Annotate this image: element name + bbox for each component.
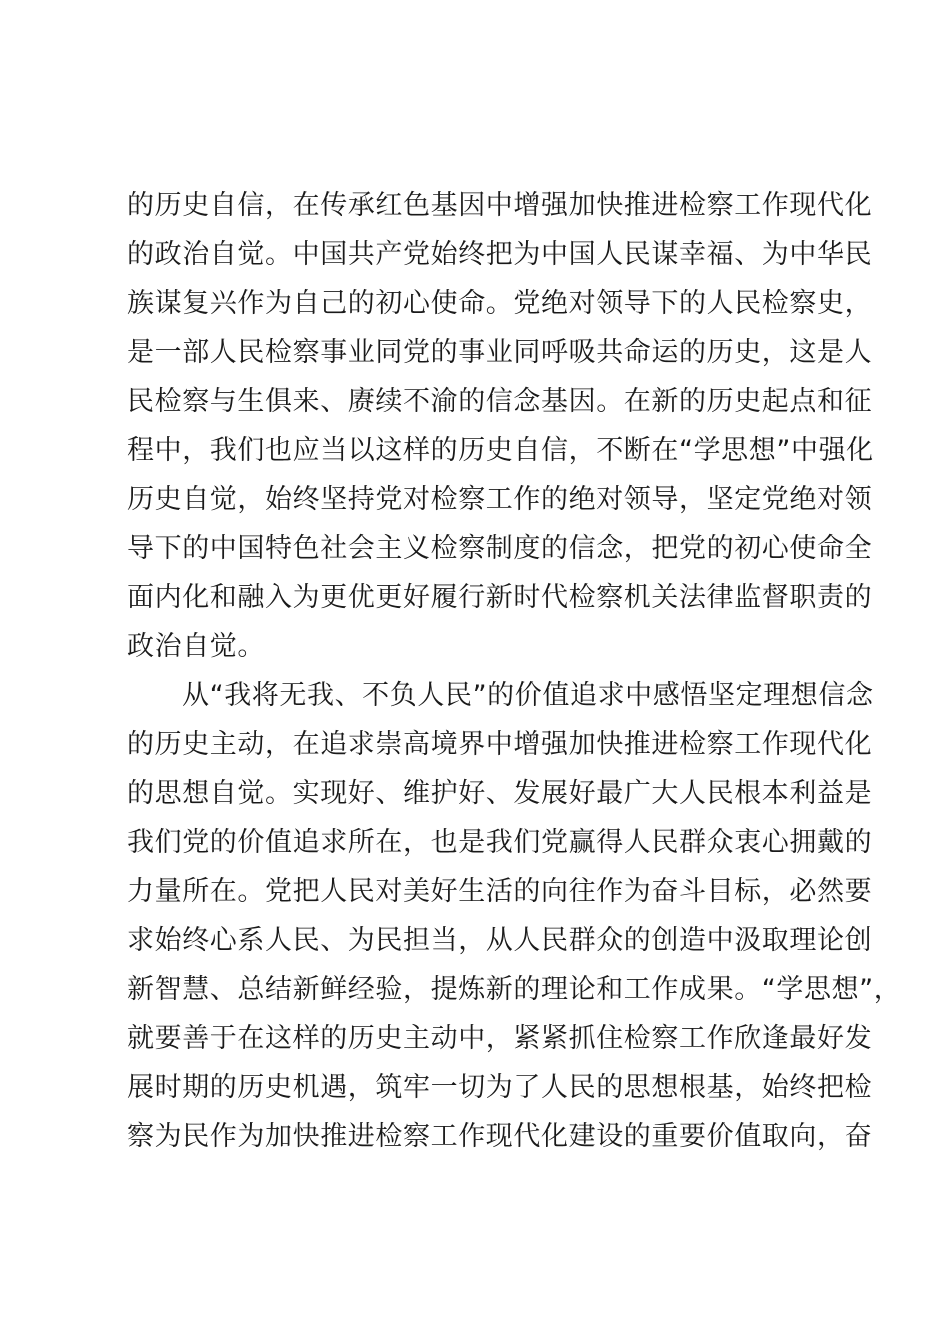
text-line: 的历史主动，在追求崇高境界中增强加快推进检察工作现代化	[127, 729, 873, 760]
paragraph-2	[127, 671, 902, 1161]
text-line: 我们党的价值追求所在，也是我们党赢得人民群众衷心拥戴的	[127, 827, 873, 858]
text-line: 政治自觉。	[127, 631, 265, 662]
text-line: 是一部人民检察事业同党的事业同呼吸共命运的历史，这是人	[127, 337, 873, 368]
text-line: 导下的中国特色社会主义检察制度的信念，把党的初心使命全	[127, 533, 873, 564]
text-line: 民检察与生俱来、赓续不渝的信念基因。在新的历史起点和征	[127, 386, 873, 417]
text-line: 力量所在。党把人民对美好生活的向往作为奋斗目标，必然要	[127, 876, 873, 907]
text-line: 新智慧、总结新鲜经验，提炼新的理论和工作成果。“学思想”，	[127, 974, 902, 1005]
text-line: 的历史自信，在传承红色基因中增强加快推进检察工作现代化	[127, 190, 873, 221]
text-line: 族谋复兴作为自己的初心使命。党绝对领导下的人民检察史，	[127, 288, 873, 319]
text-line: 求始终心系人民、为民担当，从人民群众的创造中汲取理论创	[127, 925, 873, 956]
body-text	[127, 181, 902, 1161]
text-line: 就要善于在这样的历史主动中，紧紧抓住检察工作欣逢最好发	[127, 1023, 873, 1054]
text-line: 察为民作为加快推进检察工作现代化建设的重要价值取向，奋	[127, 1121, 873, 1152]
text-line: 的政治自觉。中国共产党始终把为中国人民谋幸福、为中华民	[127, 239, 873, 270]
text-line: 展时期的历史机遇，筑牢一切为了人民的思想根基，始终把检	[127, 1072, 873, 1103]
text-line: 面内化和融入为更优更好履行新时代检察机关法律监督职责的	[127, 582, 873, 613]
text-line: 的思想自觉。实现好、维护好、发展好最广大人民根本利益是	[127, 778, 873, 809]
paragraph-1	[127, 181, 874, 671]
text-line: 程中，我们也应当以这样的历史自信，不断在“学思想”中强化	[127, 435, 874, 466]
text-line: 历史自觉，始终坚持党对检察工作的绝对领导，坚定党绝对领	[127, 484, 873, 515]
text-line-first-indented: 从“我将无我、不负人民”的价值追求中感悟坚定理想信念	[182, 680, 874, 711]
